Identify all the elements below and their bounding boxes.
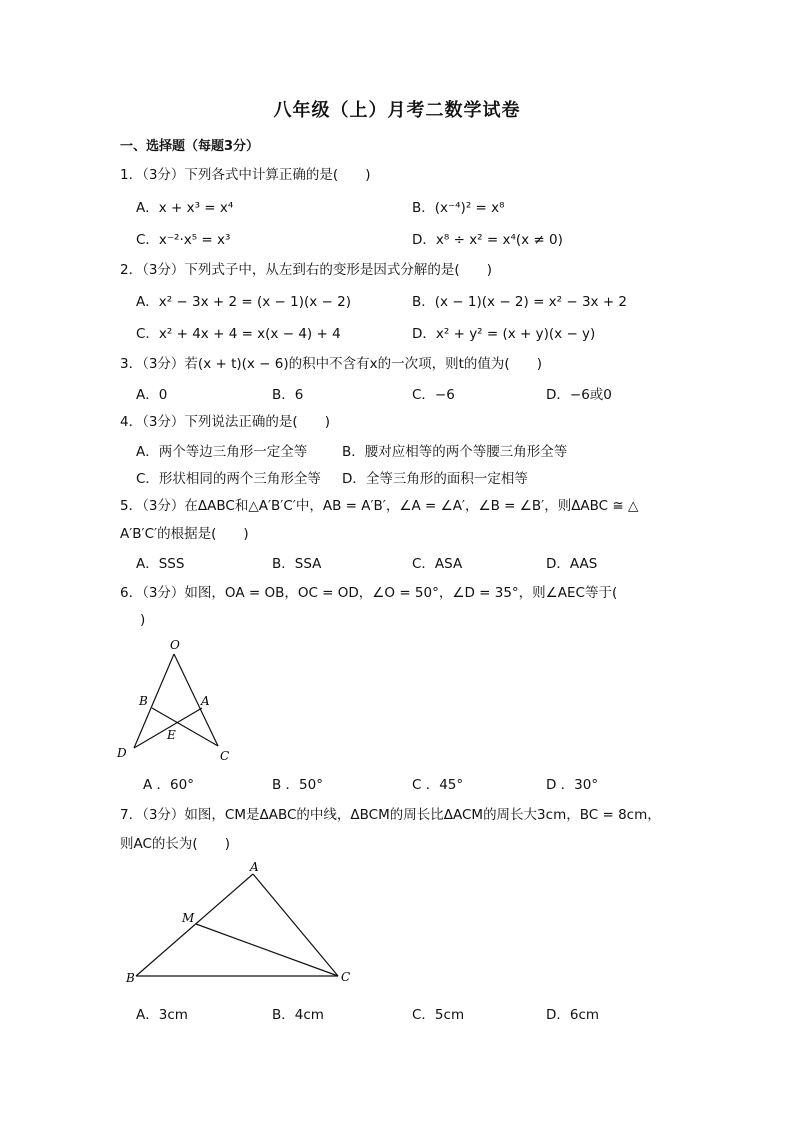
question-5-option-d: D．AAS bbox=[546, 556, 598, 572]
question-4-option-b: B．腰对应相等的两个等腰三角形全等 bbox=[342, 444, 568, 460]
figure-7-label-a: A bbox=[250, 860, 259, 874]
question-4-option-d: D．全等三角形的面积一定相等 bbox=[342, 471, 528, 487]
question-6-stem-line1: 6．（3分）如图，OA = OB，OC = OD，∠O = 50°，∠D = 35°，则∠AEC等于( bbox=[120, 585, 618, 601]
question-6-option-a: A ．60° bbox=[143, 777, 194, 793]
question-1-option-a: A．x + x³ = x⁴ bbox=[136, 200, 234, 216]
question-7-option-b: B．4cm bbox=[272, 1007, 324, 1023]
question-5-stem-line1: 5．（3分）在ΔABC和△A′B′C′中，AB = A′B′，∠A = ∠A′，∠B = ∠B′，则ΔABC ≅ △ bbox=[120, 498, 639, 514]
section-heading: 一、选择题（每题3分） bbox=[120, 139, 260, 154]
question-7-figure bbox=[118, 856, 368, 988]
question-4-stem: 4．（3分）下列说法正确的是( ) bbox=[120, 414, 330, 430]
question-3-option-a: A．0 bbox=[136, 387, 168, 403]
figure-6-label-c: C bbox=[220, 749, 230, 763]
question-5-option-b: B．SSA bbox=[272, 556, 322, 572]
question-6-option-b: B ．50° bbox=[272, 777, 323, 793]
question-3-option-c: C．−6 bbox=[412, 387, 455, 403]
figure-7-label-m: M bbox=[182, 911, 195, 925]
question-2-option-b: B．(x − 1)(x − 2) = x² − 3x + 2 bbox=[412, 294, 628, 310]
question-7-stem-line2: 则AC的长为( ) bbox=[120, 836, 230, 852]
question-1-option-c: C．x⁻²·x⁵ = x³ bbox=[136, 232, 231, 248]
figure-7-label-c: C bbox=[341, 970, 351, 984]
question-7-option-c: C．5cm bbox=[412, 1007, 465, 1023]
question-4-option-a: A．两个等边三角形一定全等 bbox=[136, 444, 308, 460]
question-1-stem: 1．（3分）下列各式中计算正确的是( ) bbox=[120, 167, 371, 183]
question-5-option-c: C．ASA bbox=[412, 556, 463, 572]
question-6-option-c: C ．45° bbox=[412, 777, 464, 793]
question-4-option-c: C．形状相同的两个三角形全等 bbox=[136, 471, 321, 487]
figure-6-label-b: B bbox=[139, 694, 148, 708]
figure-6-label-o: O bbox=[170, 638, 180, 652]
figure-6-label-a: A bbox=[201, 694, 210, 708]
question-2-option-c: C．x² + 4x + 4 = x(x − 4) + 4 bbox=[136, 326, 341, 342]
question-3-stem: 3．（3分）若(x + t)(x − 6)的积中不含有x的一次项，则t的值为( ) bbox=[120, 356, 542, 372]
figure-7-label-b: B bbox=[126, 971, 135, 985]
question-2-option-a: A．x² − 3x + 2 = (x − 1)(x − 2) bbox=[136, 294, 351, 310]
question-3-option-b: B．6 bbox=[272, 387, 304, 403]
question-2-stem: 2．（3分）下列式子中，从左到右的变形是因式分解的是( ) bbox=[120, 262, 492, 278]
page-title: 八年级（上）月考二数学试卷 bbox=[273, 100, 521, 121]
question-7-option-a: A．3cm bbox=[136, 1007, 188, 1023]
figure-6-label-d: D bbox=[117, 746, 127, 760]
question-7-stem-line1: 7．（3分）如图，CM是ΔABC的中线，ΔBCM的周长比ΔACM的周长大3cm，BC = 8cm， bbox=[120, 807, 661, 823]
question-2-option-d: D．x² + y² = (x + y)(x − y) bbox=[412, 326, 596, 342]
question-5-stem-line2: A′B′C′的根据是( ) bbox=[120, 526, 249, 542]
question-7-option-d: D．6cm bbox=[546, 1007, 600, 1023]
question-1-option-b: B．(x⁻⁴)² = x⁸ bbox=[412, 200, 505, 216]
question-6-option-d: D ．30° bbox=[546, 777, 599, 793]
question-6-stem-line2: ) bbox=[140, 612, 146, 628]
question-3-option-d: D．−6或0 bbox=[546, 387, 612, 403]
question-5-option-a: A．SSS bbox=[136, 556, 185, 572]
question-6-figure bbox=[108, 632, 248, 768]
question-1-option-d: D．x⁸ ÷ x² = x⁴(x ≠ 0) bbox=[412, 232, 563, 248]
figure-6-label-e: E bbox=[167, 728, 176, 742]
